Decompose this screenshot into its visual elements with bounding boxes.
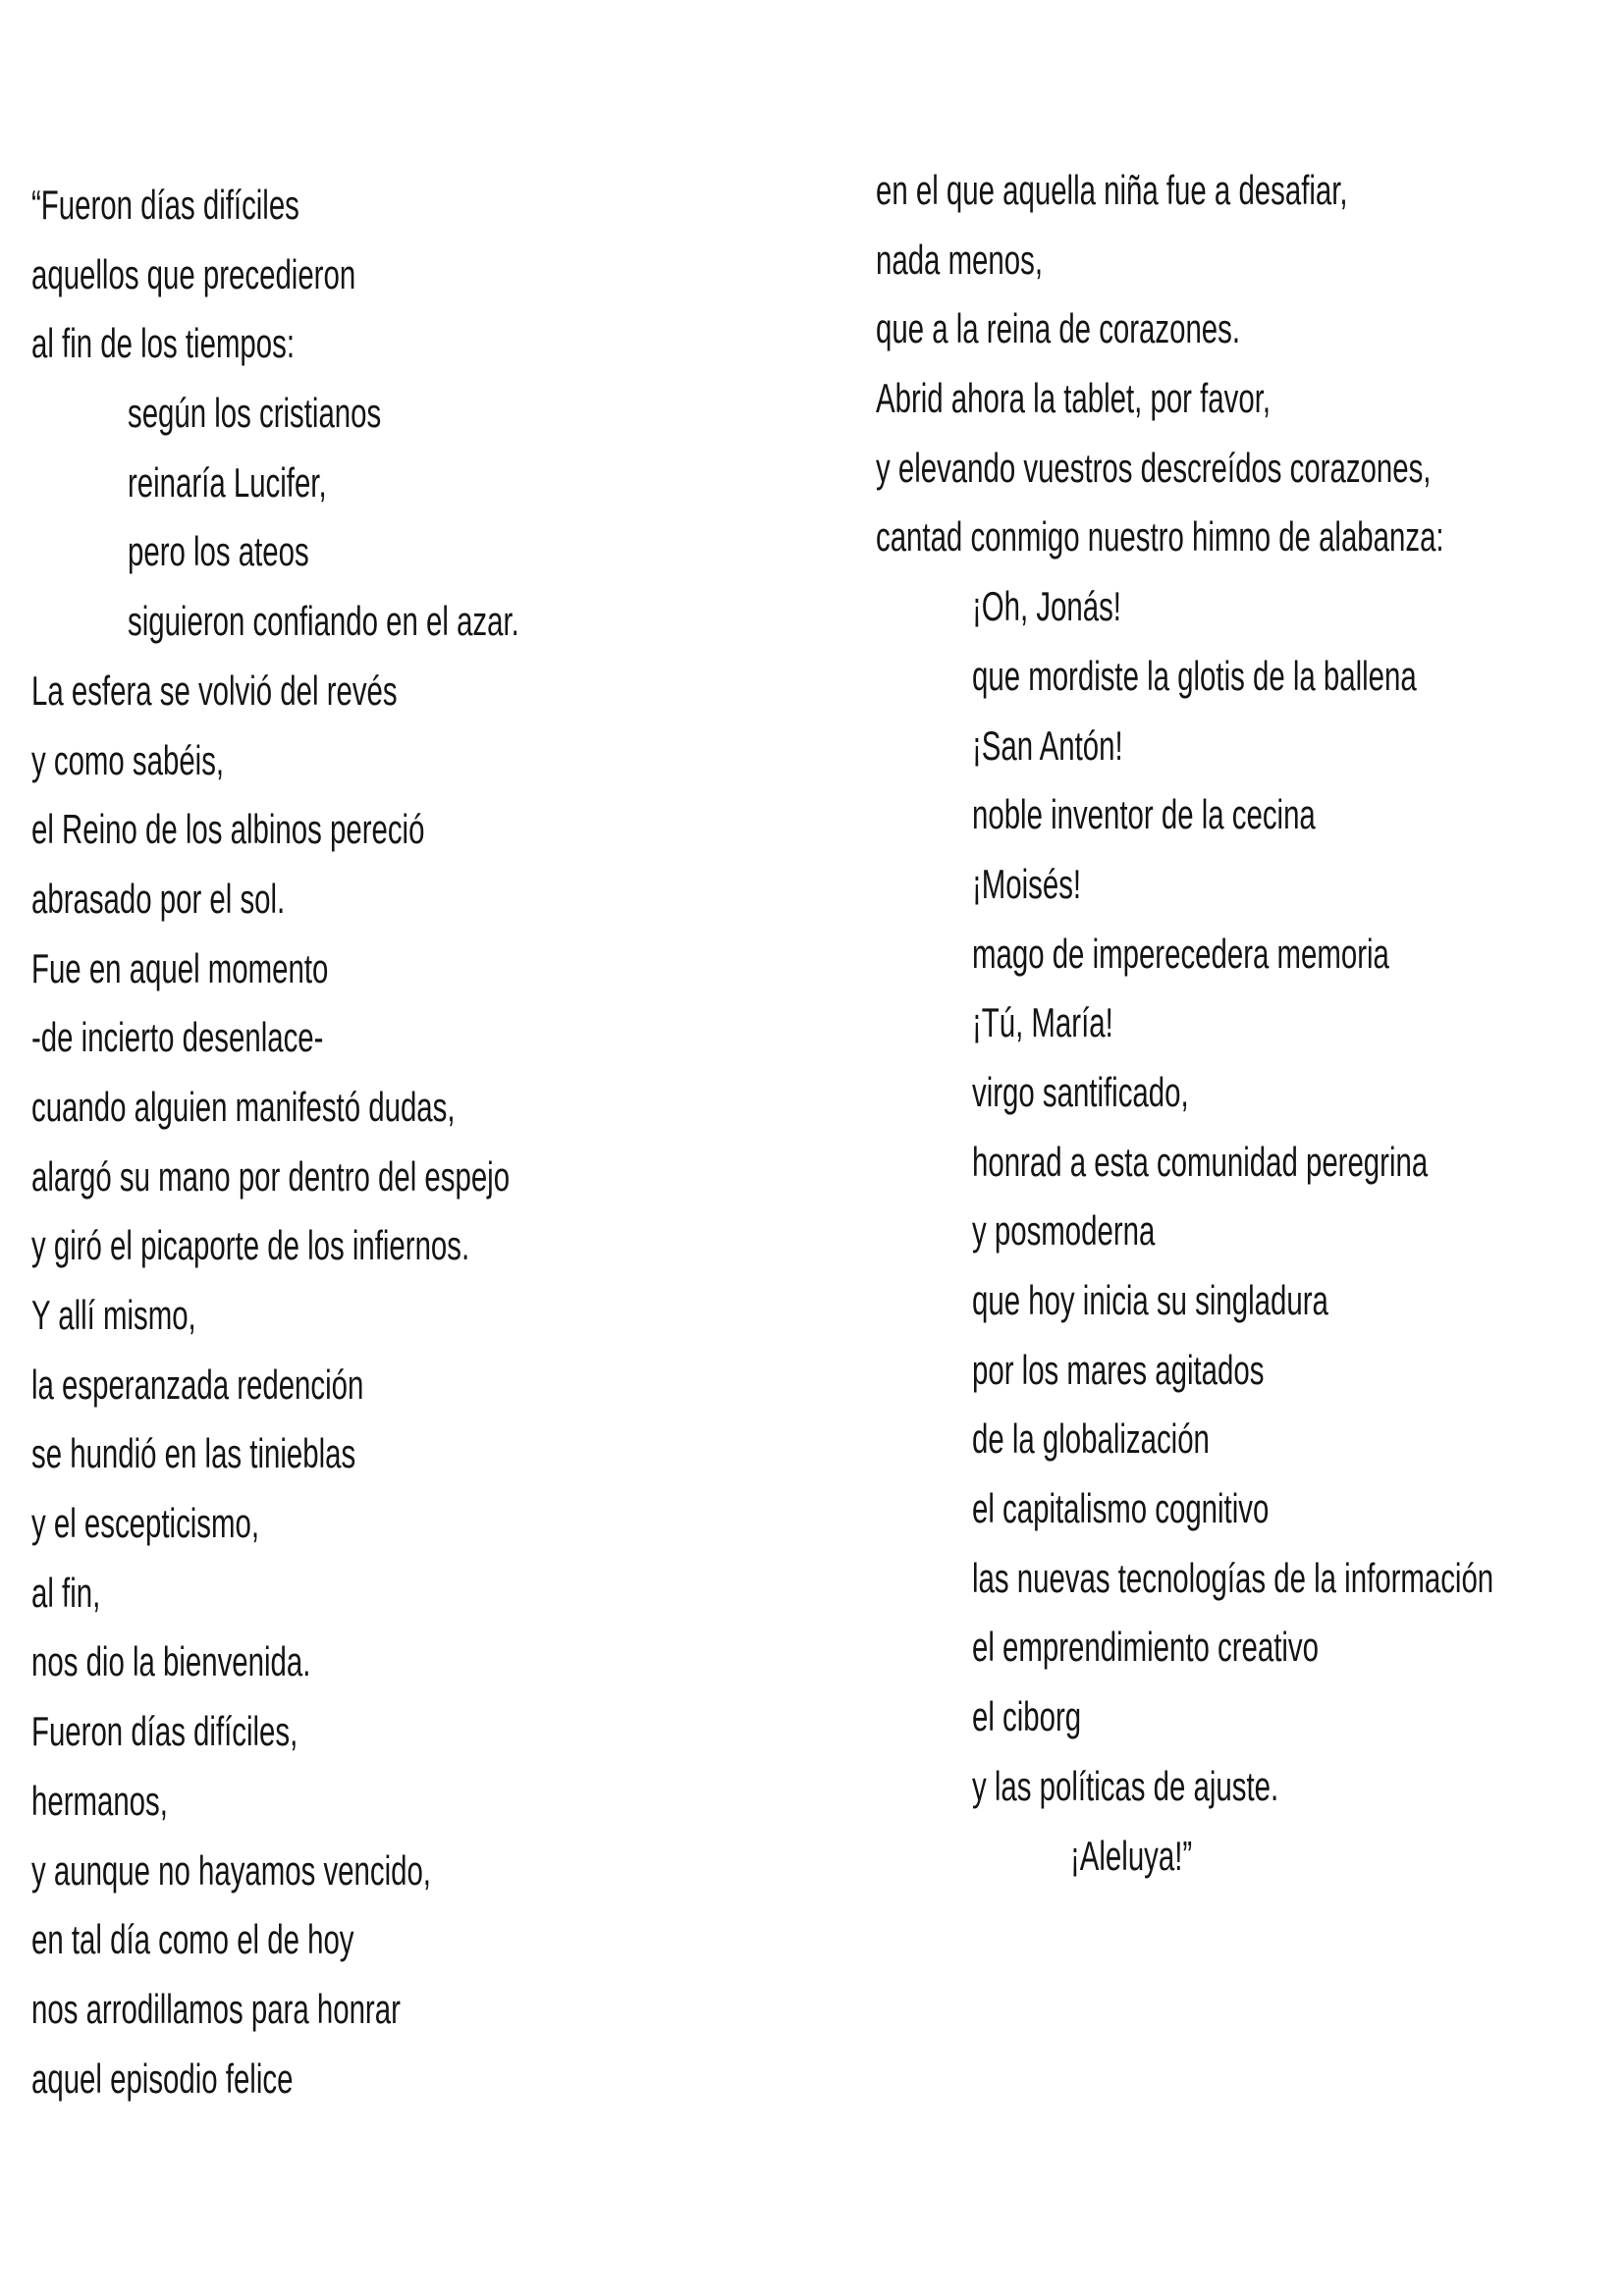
poem-line	[31, 726, 715, 796]
poem-line	[31, 517, 715, 587]
poem-line-text: siguieron confiando en el azar.	[128, 598, 519, 645]
poem-column-right	[876, 156, 1624, 1891]
poem-line	[31, 1211, 715, 1281]
poem-line	[876, 1197, 1624, 1266]
poem-line-text: pero los ateos	[128, 528, 309, 575]
poem-line	[876, 920, 1624, 989]
poem-line-text: de la globalización	[972, 1415, 1210, 1463]
poem-line	[31, 1073, 715, 1143]
poem-line-text: nada menos,	[876, 236, 1043, 283]
poem-line-text: abrasado por el sol.	[31, 875, 286, 922]
poem-line	[876, 572, 1624, 642]
poem-line-text: reinaría Lucifer,	[128, 458, 327, 506]
poem-line	[31, 1628, 715, 1697]
poem-line-text: que hoy inicia su singladura	[972, 1277, 1328, 1323]
poem-line-text: Y allí mismo,	[31, 1292, 196, 1338]
poem-line	[876, 712, 1624, 781]
poem-line-text: nos arrodillamos para honrar	[31, 1985, 401, 2032]
poem-line	[31, 657, 715, 726]
poem-line-text: en tal día como el de hoy	[31, 1916, 354, 1963]
poem-line	[31, 1697, 715, 1767]
poem-line-text: nos dio la bienvenida.	[31, 1638, 311, 1685]
poem-line-text: y aunque no hayamos vencido,	[31, 1846, 431, 1894]
poem-line-text: la esperanzada redención	[31, 1361, 364, 1408]
poem-line	[876, 294, 1624, 364]
poem-line	[31, 1489, 715, 1559]
poem-line	[31, 865, 715, 934]
poem-line-text: las nuevas tecnologías de la información	[972, 1554, 1494, 1601]
poem-line	[876, 1613, 1624, 1682]
poem-line-text: al fin,	[31, 1569, 101, 1616]
poem-line-text: que mordiste la glotis de la ballena	[972, 652, 1417, 699]
poem-line	[31, 1837, 715, 1906]
poem-line-text: y el escepticismo,	[31, 1500, 260, 1547]
poem-column-left	[31, 171, 715, 2113]
poem-line-text: según los cristianos	[128, 390, 382, 437]
poem-line	[876, 1682, 1624, 1752]
poem-line	[876, 1544, 1624, 1614]
poem-line	[31, 1767, 715, 1837]
poem-line	[876, 1822, 1624, 1892]
poem-line	[31, 1281, 715, 1351]
poem-line	[31, 2045, 715, 2114]
poem-line	[31, 1559, 715, 1629]
poem-line	[876, 156, 1624, 226]
poem-line-text: virgo santificado,	[972, 1068, 1189, 1115]
poem-line-text: en el que aquella niña fue a desafiar,	[876, 167, 1348, 213]
poem-line	[31, 795, 715, 865]
poem-line-text: ¡Oh, Jonás!	[972, 583, 1121, 630]
poem-line-text: Fue en aquel momento	[31, 944, 329, 991]
poem-line	[31, 171, 715, 240]
poem-line	[31, 1975, 715, 2045]
poem-line-text: alargó su mano por dentro del espejo	[31, 1152, 511, 1200]
poem-line	[876, 988, 1624, 1058]
poem-line	[31, 934, 715, 1004]
poem-line-text: cantad conmigo nuestro himno de alabanza:	[876, 513, 1444, 561]
poem-line-text: el emprendimiento creativo	[972, 1624, 1319, 1671]
poem-line-text: que a la reina de corazones.	[876, 305, 1241, 352]
poem-line	[31, 240, 715, 310]
poem-line	[31, 449, 715, 518]
poem-line	[31, 1419, 715, 1489]
poem-line	[31, 1351, 715, 1420]
poem-line	[31, 1905, 715, 1975]
poem-line-text: La esfera se volvió del revés	[31, 667, 398, 714]
poem-line-text: Fueron días difíciles,	[31, 1708, 298, 1755]
poem-line-text: aquel episodio felice	[31, 2055, 294, 2102]
poem-line	[31, 309, 715, 379]
poem-line-text: se hundió en las tinieblas	[31, 1430, 356, 1477]
poem-line-text: el capitalismo cognitivo	[972, 1485, 1270, 1532]
poem-line	[876, 1266, 1624, 1336]
poem-line-text: aquellos que precedieron	[31, 250, 356, 297]
poem-line-text: y las políticas de ajuste.	[972, 1762, 1279, 1809]
poem-line-text: hermanos,	[31, 1777, 168, 1824]
poem-line-text: por los mares agitados	[972, 1346, 1265, 1393]
poem-line-text: mago de imperecedera memoria	[972, 930, 1389, 977]
poem-line-text: cuando alguien manifestó dudas,	[31, 1083, 456, 1130]
poem-line-text: -de incierto desenlace-	[31, 1014, 324, 1061]
poem-line-text: y como sabéis,	[31, 736, 225, 783]
poem-line	[876, 1474, 1624, 1544]
poem-line-text: ¡Moisés!	[972, 860, 1082, 907]
poem-line	[876, 1128, 1624, 1198]
poem-line-text: noble inventor de la cecina	[972, 791, 1316, 838]
poem-line	[876, 364, 1624, 434]
poem-line-text: y posmoderna	[972, 1207, 1156, 1255]
poem-line	[876, 1752, 1624, 1822]
poem-line	[31, 379, 715, 449]
poem-line	[876, 1336, 1624, 1406]
poem-line-text: ¡San Antón!	[972, 721, 1123, 769]
poem-line	[876, 850, 1624, 920]
poem-line-text: y elevando vuestros descreídos corazones,	[876, 444, 1432, 491]
poem-line-text: honrad a esta comunidad peregrina	[972, 1138, 1429, 1185]
poem-line	[876, 226, 1624, 295]
poem-line-text: el Reino de los albinos pereció	[31, 806, 425, 853]
poem-line	[31, 1003, 715, 1073]
poem-line	[31, 587, 715, 657]
poem-line	[876, 1405, 1624, 1474]
poem-line	[876, 1058, 1624, 1128]
poem-line-text: al fin de los tiempos:	[31, 320, 296, 367]
poem-line-text: ¡Aleluya!”	[1070, 1832, 1193, 1879]
poem-line	[31, 1143, 715, 1212]
poem-line-text: el ciborg	[972, 1693, 1082, 1740]
poem-line	[876, 434, 1624, 504]
poem-line	[876, 503, 1624, 572]
poem-line	[876, 780, 1624, 850]
poem-line-text: Abrid ahora la tablet, por favor,	[876, 375, 1272, 422]
poem-line	[876, 642, 1624, 712]
poem-line-text: y giró el picaporte de los infiernos.	[31, 1222, 470, 1269]
poem-line-text: “Fueron días difíciles	[31, 182, 299, 228]
poem-line-text: ¡Tú, María!	[972, 999, 1113, 1046]
